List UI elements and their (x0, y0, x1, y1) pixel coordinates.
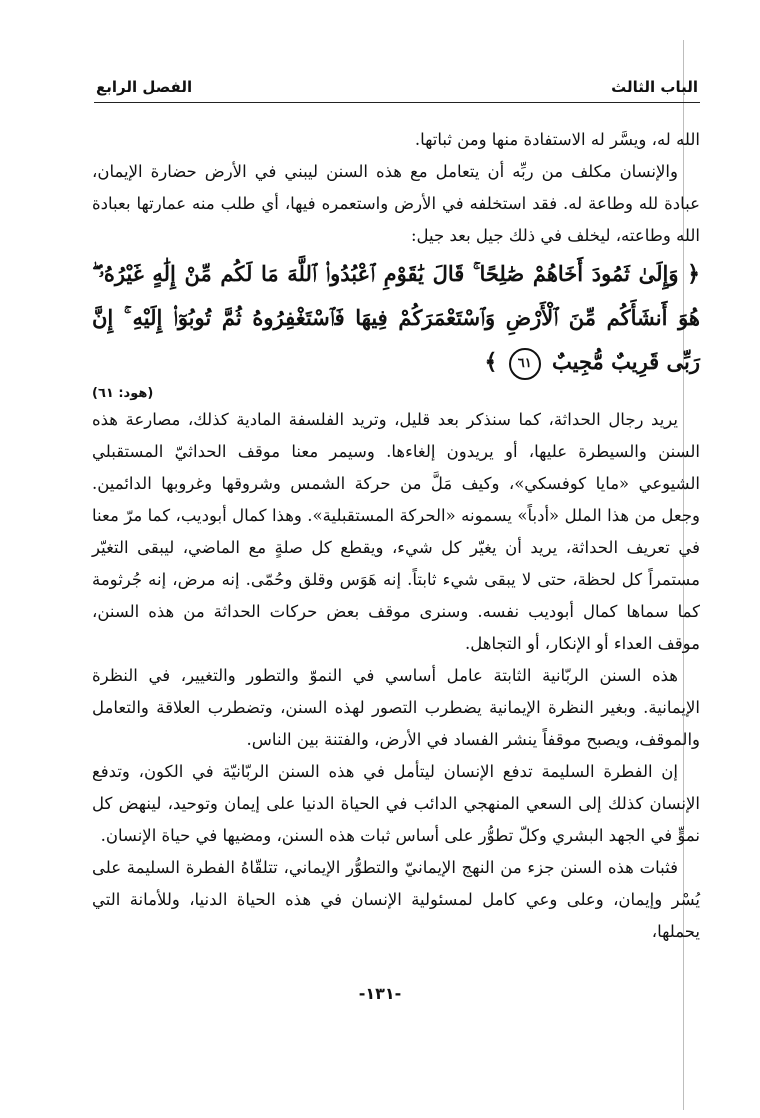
paragraph-5: إن الفطرة السليمة تدفع الإنسان ليتأمل في هذه السنن الربّانيّة في الكون، وتدفع الإنسان كذلك إلى السعي المنهجي الدائب في الحياة الدنيا على إيمان وتوحيد، لينهض كل نموٍّ في الجهد البشري وكلّ تطوُّر على أساس ثبات هذه السنن، ومضيها في حياة الإنسان. (92, 762, 700, 845)
page-number: -١٣١- (358, 984, 402, 1003)
verse-close-bracket: ﴾ (484, 349, 498, 375)
paragraph-6: فثبات هذه السنن جزء من النهج الإيمانيّ والتطوُّر الإيماني، تتلقّاهُ الفطرة السليمة على يُسْر وإيمان، وعلى وعي كامل لمسئولية الإنسان في هذه الحياة الدنيا، وللأمانة التي يحملها، (92, 858, 700, 941)
running-header (96, 74, 698, 100)
quran-verse-text: وَإِلَىٰ ثَمُودَ أَخَاهُمْ صَٰلِحًا ۚ قَالَ يَٰقَوْمِ ٱعْبُدُوا۟ ٱللَّهَ مَا لَكُم مِّنْ إِلَٰهٍ غَيْرُهُۥ ۖ هُوَ أَنشَأَكُم مِّنَ ٱلْأَرْضِ وَٱسْتَعْمَرَكُمْ فِيهَا فَٱسْتَغْفِرُوهُ ثُمَّ تُوبُوٓا۟ إِلَيْهِ ۚ إِنَّ رَبِّى قَرِيبٌ مُّجِيبٌ (92, 261, 700, 374)
quran-verse-block (92, 252, 700, 384)
header-chapter-section: الفصل الرابع (96, 78, 193, 96)
verse-citation: (هود: ٦١) (92, 386, 154, 401)
paragraph-2: والإنسان مكلف من ربِّه أن يتعامل مع هذه السنن ليبني في الأرض حضارة الإيمان، عبادة لله وطاعة له. فقد استخلفه في الأرض واستعمره فيها، أي طلب منه عمارتها بعبادة الله وطاعته، ليخلف في ذلك جيل بعد جيل: (92, 162, 700, 245)
paragraph-1: الله له، ويسَّر له الاستفادة منها ومن ثباتها. (414, 130, 700, 149)
ayah-number-marker: ٦١ (509, 348, 541, 380)
paragraph-3: يريد رجال الحداثة، كما سنذكر بعد قليل، وتريد الفلسفة المادية كذلك، مصارعة هذه السنن والسيطرة عليها، أو يريدون إلغاءها. وسيمر معنا موقف الحداثيّ المستقبلي الشيوعي «مايا كوفسكي»، وكيف مَلَّ من حركة الشمس وشروقها وغروبها الدائمين. وجعل من هذا الملل «أدباً» يسمونه «الحركة المستقبلية». وهذا كمال أبوديب، كما مرّ معنا في تعريف الحداثة، يريد أن يغيّر كل شيء، ويقطع كل صلةٍ مع الماضي، ليبقى التغيّر مستمراً كل لحظة، حتى لا يبقى شيء ثابتاً. إنه هَوَس وقلق وحُمّى. إنه مرض، إنه جُرثومة كما سماها كمال أبوديب نفسه. وسنرى موقف بعض حركات الحداثة من هذه السنن، موقف العداء أو الإنكار، أو التجاهل. (92, 410, 700, 653)
paragraph-4: هذه السنن الربّانية الثابتة عامل أساسي في النموّ والتطور والتغيير، في النظرة الإيمانية. وبغير النظرة الإيمانية يضطرب التصور لهذه السنن، وتضطرب العلاقة والتعامل والموقف، ويصبح موقفاً ينشر الفساد في الأرض، والفتنة بين الناس. (92, 666, 700, 749)
header-chapter-part: الباب الثالث (611, 78, 698, 96)
header-rule (94, 102, 700, 103)
body-text (92, 124, 700, 948)
verse-open-bracket: ﴿ (687, 261, 700, 287)
